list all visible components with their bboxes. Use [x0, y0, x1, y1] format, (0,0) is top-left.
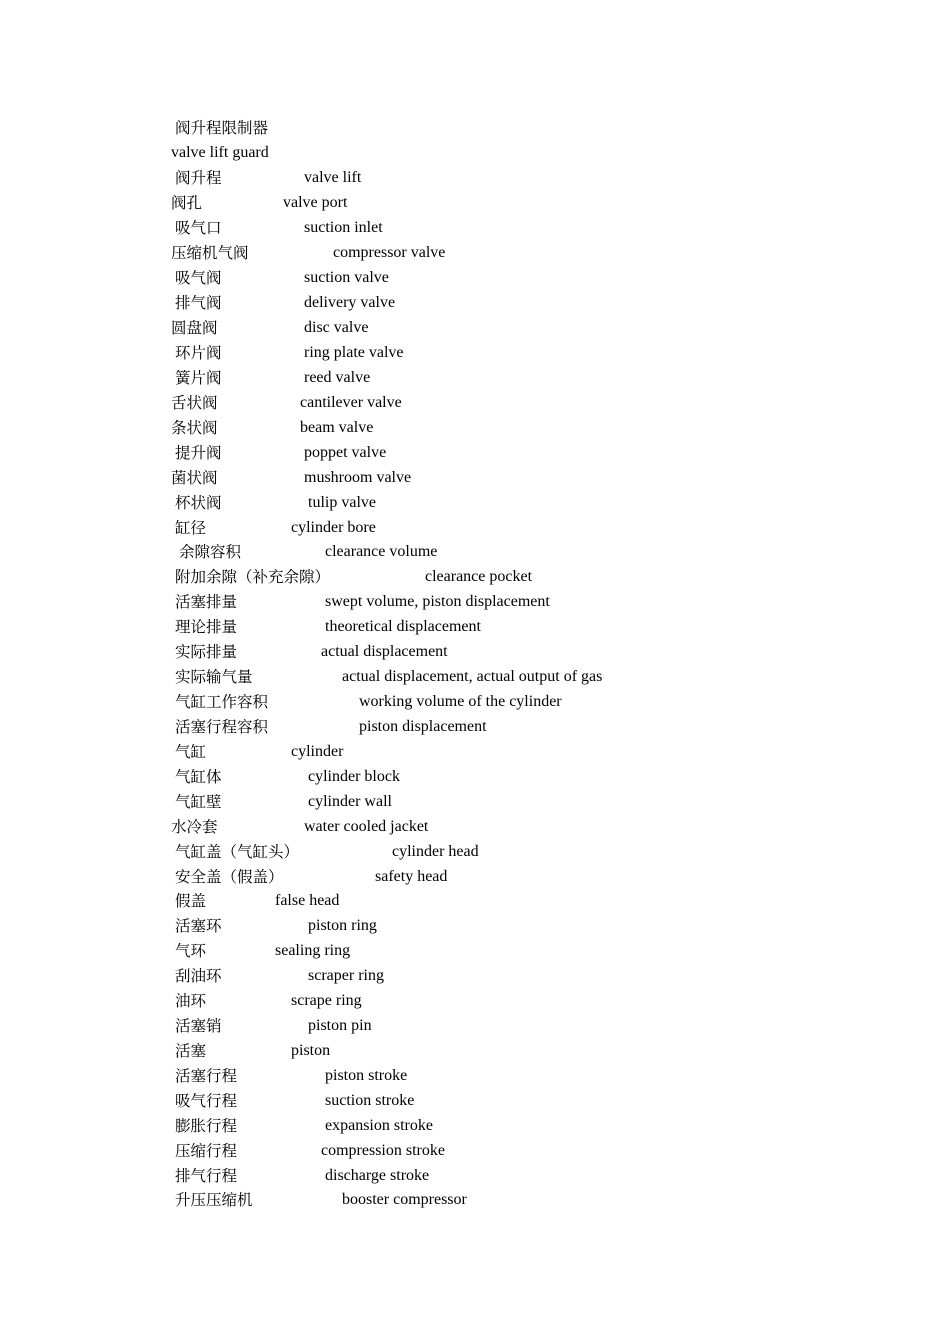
glossary-row — [0, 642, 950, 662]
english-term: booster compressor — [342, 1191, 467, 1208]
glossary-row — [0, 792, 950, 812]
chinese-term: 理论排量 — [175, 618, 238, 636]
english-term: cylinder wall — [308, 793, 392, 810]
chinese-term: 阀孔 — [171, 194, 203, 212]
english-term: piston ring — [308, 917, 377, 934]
chinese-term: 气缸 — [175, 743, 207, 761]
glossary-row — [0, 667, 950, 687]
chinese-term: 舌状阀 — [171, 394, 218, 412]
glossary-row — [0, 742, 950, 762]
glossary-row — [0, 1016, 950, 1036]
chinese-term: 簧片阀 — [175, 369, 222, 387]
glossary-row — [0, 168, 950, 188]
chinese-term: 油环 — [175, 992, 207, 1010]
glossary-row — [0, 243, 950, 263]
glossary-row — [0, 842, 950, 862]
english-term: expansion stroke — [325, 1117, 433, 1134]
chinese-term: 刮油环 — [175, 967, 222, 985]
english-term: beam valve — [300, 419, 374, 436]
glossary-row — [0, 418, 950, 438]
glossary-row — [0, 318, 950, 338]
english-term: discharge stroke — [325, 1167, 430, 1184]
chinese-term: 阀升程 — [175, 169, 222, 187]
english-term: mushroom valve — [304, 469, 412, 486]
chinese-term: 气缸盖（气缸头） — [175, 843, 300, 861]
english-term: actual displacement — [321, 643, 448, 660]
chinese-term: 杯状阀 — [175, 494, 222, 512]
chinese-term: 活塞排量 — [175, 593, 238, 611]
glossary-row — [0, 443, 950, 463]
chinese-term: 气环 — [175, 942, 207, 960]
english-term: working volume of the cylinder — [359, 693, 562, 710]
english-term: cylinder head — [392, 843, 479, 860]
glossary-row — [0, 468, 950, 488]
glossary-row — [0, 218, 950, 238]
chinese-term: 假盖 — [175, 892, 207, 910]
glossary-row — [0, 891, 950, 911]
chinese-term: 排气行程 — [175, 1167, 238, 1185]
glossary-row — [0, 1166, 950, 1186]
chinese-term: 活塞行程容积 — [175, 718, 269, 736]
chinese-term: 压缩行程 — [175, 1142, 238, 1160]
english-term: piston pin — [308, 1017, 372, 1034]
glossary-row — [0, 268, 950, 288]
chinese-term: 实际输气量 — [175, 668, 253, 686]
chinese-term: 安全盖（假盖） — [175, 868, 284, 886]
glossary-row — [0, 343, 950, 363]
english-term: valve lift — [304, 169, 362, 186]
glossary-row — [0, 393, 950, 413]
glossary-row — [0, 118, 950, 138]
chinese-term: 吸气阀 — [175, 269, 222, 287]
glossary-row — [0, 916, 950, 936]
glossary-row — [0, 1091, 950, 1111]
glossary-row — [0, 293, 950, 313]
glossary-row — [0, 518, 950, 538]
glossary-row — [0, 143, 950, 163]
glossary-row — [0, 1066, 950, 1086]
english-term: disc valve — [304, 319, 369, 336]
glossary-row — [0, 817, 950, 837]
chinese-term: 缸径 — [175, 519, 207, 537]
english-term: clearance pocket — [425, 568, 533, 585]
glossary-row — [0, 542, 950, 562]
glossary-row — [0, 692, 950, 712]
glossary-row — [0, 493, 950, 513]
chinese-term: 菌状阀 — [171, 469, 218, 487]
glossary-row — [0, 1041, 950, 1061]
english-term: poppet valve — [304, 444, 387, 461]
chinese-term: 膨胀行程 — [175, 1117, 238, 1135]
english-term: swept volume, piston displacement — [325, 593, 550, 610]
glossary-row — [0, 1190, 950, 1210]
glossary-row — [0, 991, 950, 1011]
english-term: cylinder — [291, 743, 344, 760]
english-term: sealing ring — [275, 942, 351, 959]
glossary-row — [0, 567, 950, 587]
chinese-term: 活塞 — [175, 1042, 207, 1060]
chinese-term: 提升阀 — [175, 444, 222, 462]
chinese-term: 阀升程限制器 — [175, 119, 269, 137]
chinese-term: 升压压缩机 — [175, 1191, 253, 1209]
english-term: clearance volume — [325, 543, 438, 560]
english-term: safety head — [375, 868, 448, 885]
chinese-term: 吸气行程 — [175, 1092, 238, 1110]
glossary-row — [0, 767, 950, 787]
english-term: suction inlet — [304, 219, 383, 236]
english-term: valve port — [283, 194, 348, 211]
english-term: reed valve — [304, 369, 371, 386]
english-term: delivery valve — [304, 294, 396, 311]
chinese-term: 附加余隙（补充余隙） — [175, 568, 331, 586]
english-term: piston stroke — [325, 1067, 408, 1084]
chinese-term: 圆盘阀 — [171, 319, 218, 337]
chinese-term: 余隙容积 — [179, 543, 242, 561]
glossary-row — [0, 617, 950, 637]
glossary-row — [0, 717, 950, 737]
english-term: cantilever valve — [300, 394, 402, 411]
english-term: cylinder block — [308, 768, 400, 785]
english-term: cylinder bore — [291, 519, 376, 536]
english-term: piston — [291, 1042, 331, 1059]
english-term: tulip valve — [308, 494, 376, 511]
glossary-row — [0, 368, 950, 388]
chinese-term: 活塞环 — [175, 917, 222, 935]
chinese-term: 活塞行程 — [175, 1067, 238, 1085]
english-term: ring plate valve — [304, 344, 404, 361]
chinese-term: 压缩机气阀 — [171, 244, 249, 262]
chinese-term: 环片阀 — [175, 344, 222, 362]
chinese-term: 排气阀 — [175, 294, 222, 312]
chinese-term: 气缸工作容积 — [175, 693, 269, 711]
english-term: suction stroke — [325, 1092, 415, 1109]
english-term: piston displacement — [359, 718, 487, 735]
glossary-row — [0, 1141, 950, 1161]
chinese-term: 活塞销 — [175, 1017, 222, 1035]
chinese-term: 条状阀 — [171, 419, 218, 437]
english-term: scrape ring — [291, 992, 362, 1009]
glossary-row — [0, 867, 950, 887]
chinese-term: 气缸壁 — [175, 793, 222, 811]
english-term: scraper ring — [308, 967, 384, 984]
chinese-term: 实际排量 — [175, 643, 238, 661]
chinese-term: 吸气口 — [175, 219, 222, 237]
chinese-term: 气缸体 — [175, 768, 222, 786]
english-term: water cooled jacket — [304, 818, 429, 835]
glossary-row — [0, 1116, 950, 1136]
glossary-row — [0, 941, 950, 961]
glossary-row — [0, 193, 950, 213]
english-term: suction valve — [304, 269, 389, 286]
english-term: compressor valve — [333, 244, 446, 261]
glossary-row — [0, 966, 950, 986]
english-term: actual displacement, actual output of gas — [342, 668, 603, 685]
english-term: theoretical displacement — [325, 618, 481, 635]
chinese-term: 水冷套 — [171, 818, 218, 836]
glossary-row — [0, 592, 950, 612]
english-term: valve lift guard — [171, 144, 269, 161]
english-term: compression stroke — [321, 1142, 445, 1159]
english-term: false head — [275, 892, 340, 909]
